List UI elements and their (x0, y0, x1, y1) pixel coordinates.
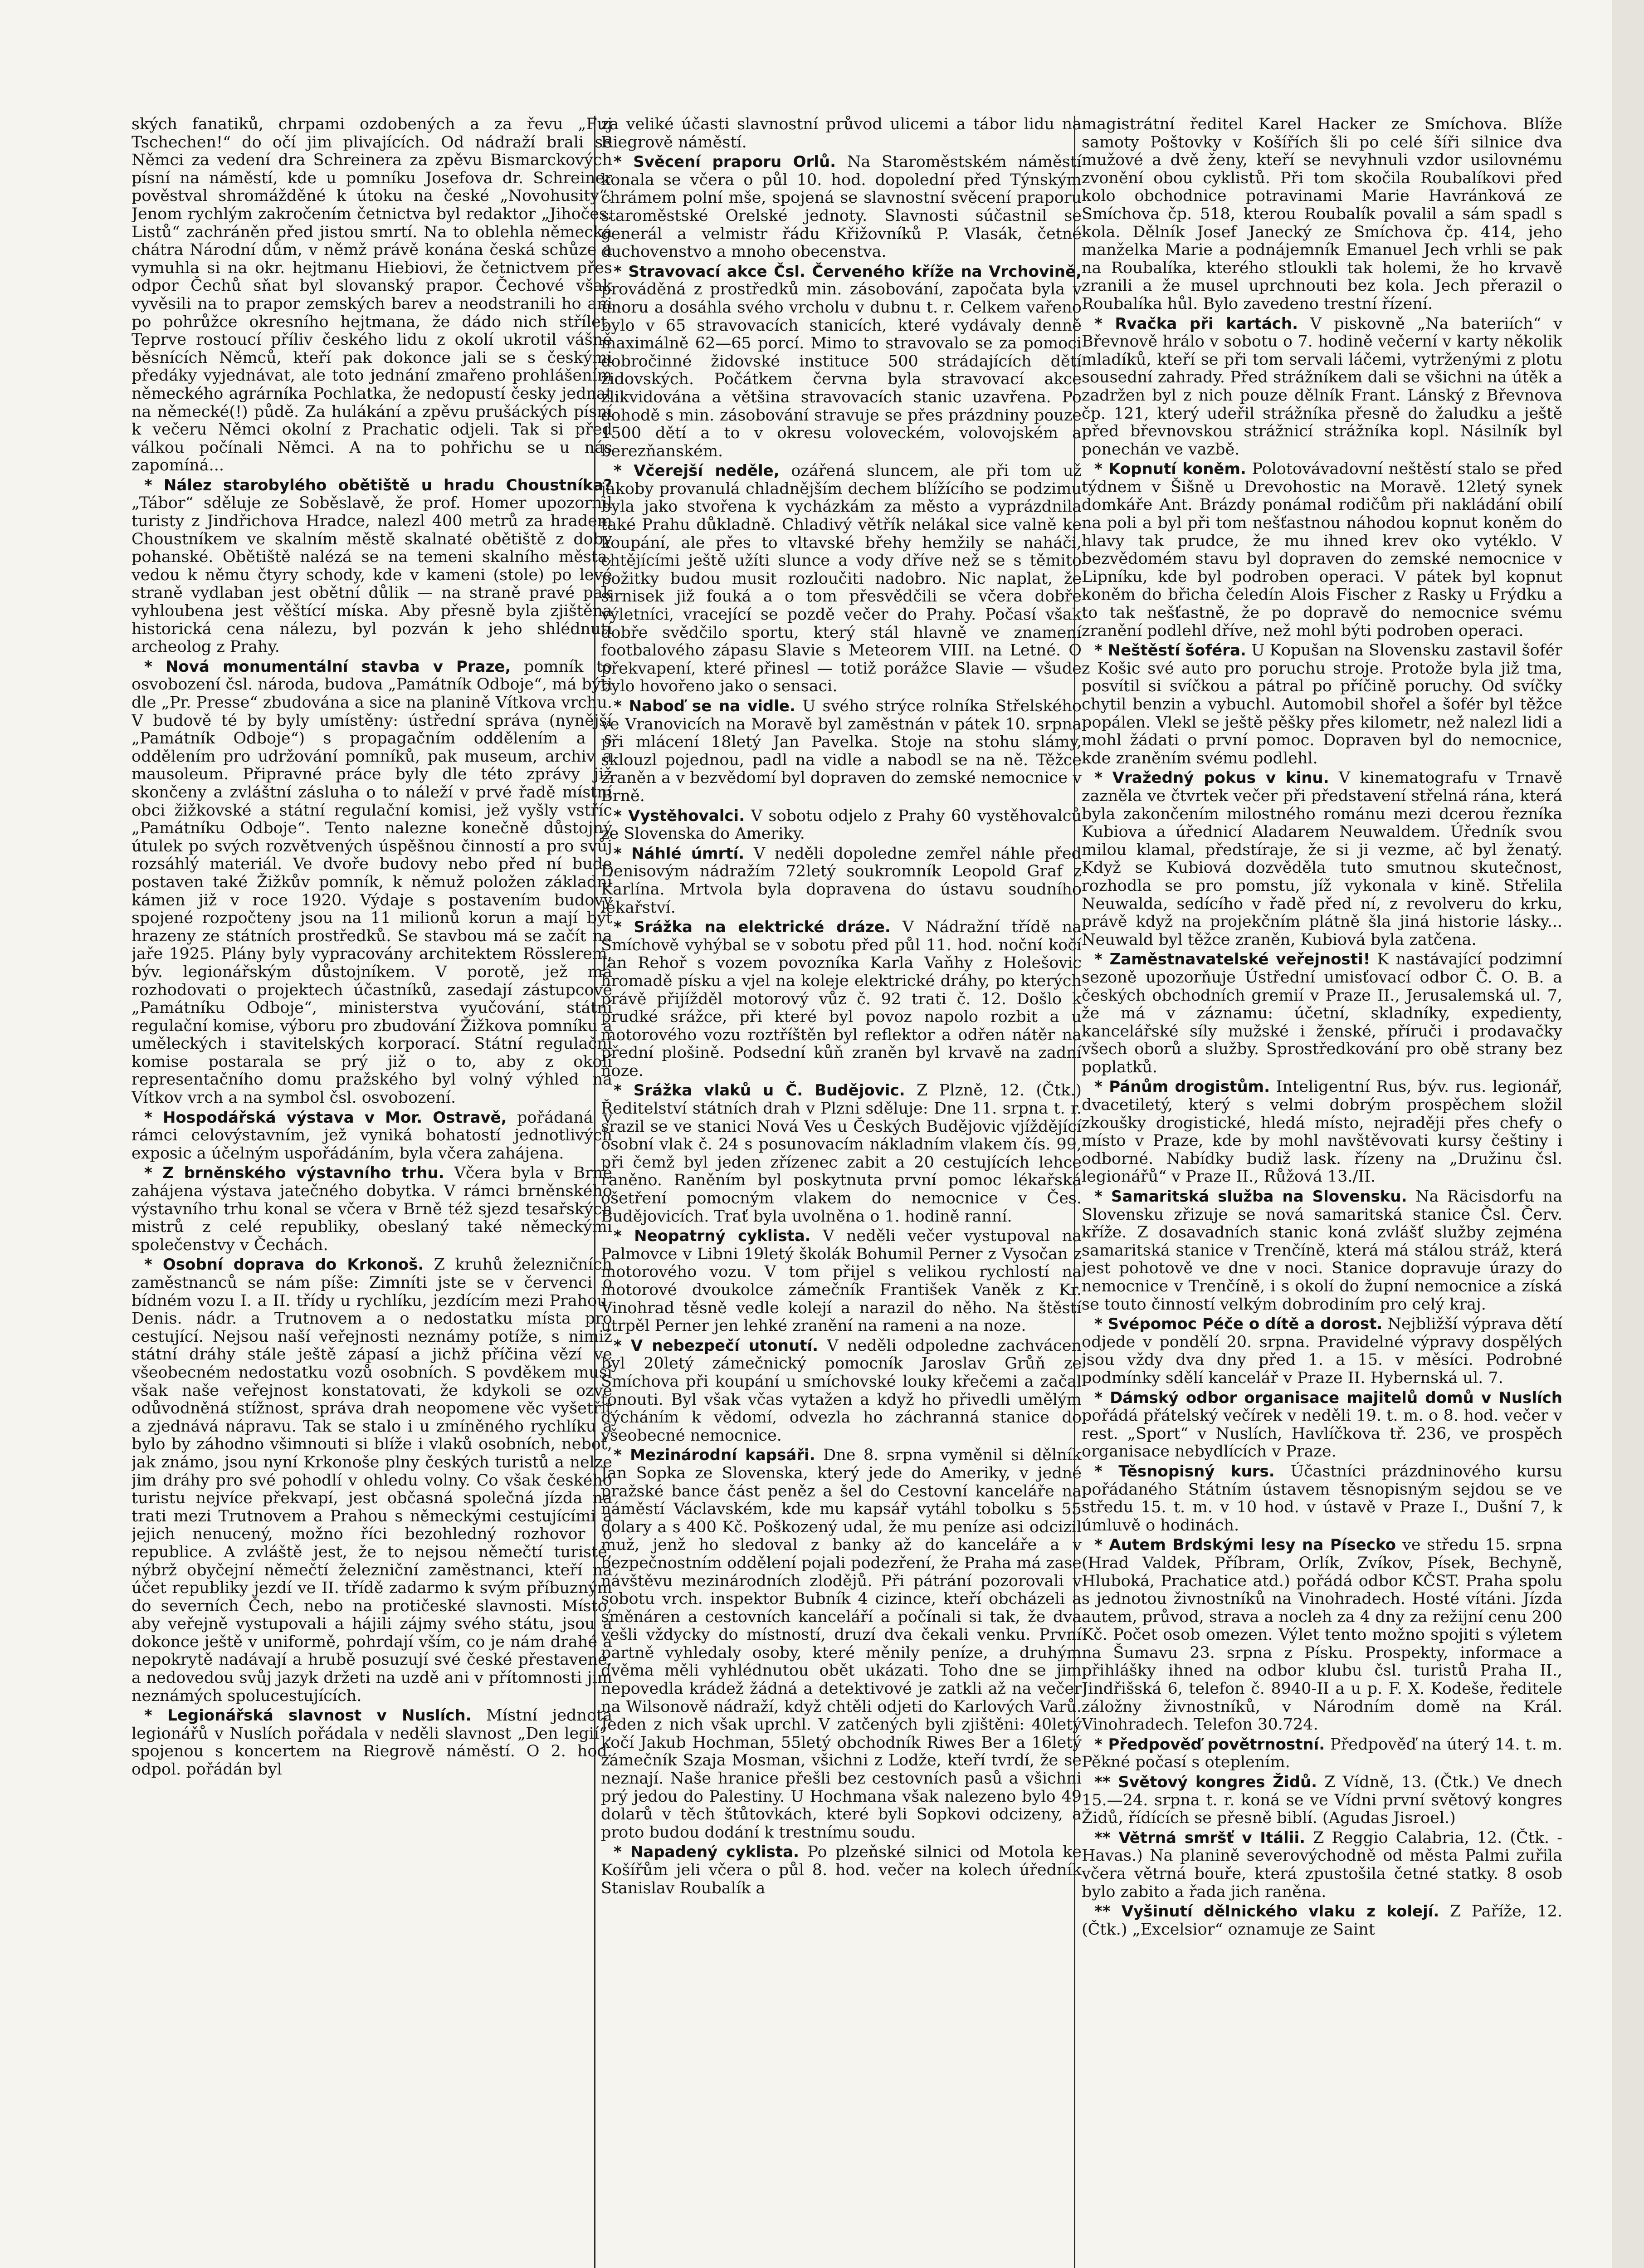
article-headline: * Včerejší neděle, (614, 462, 780, 480)
article (1082, 315, 1562, 459)
article-headline: * Svěcení praporu Orlů. (614, 153, 836, 171)
article-headline: * Samaritská služba na Slovensku. (1094, 1188, 1407, 1206)
article (1082, 1736, 1562, 1772)
article (601, 698, 1082, 806)
article (1082, 1536, 1562, 1734)
article-body: V kinematografu v Trnavě zazněla ve čtvrtek večer při představení střelná rána, která byla zakončením milostného románu mezi dcerou řezníka Kubiova a úřednicí Aladarem Neuwaldem. Úředník svou milou klamal, předstíraje, že si ji vezme, ač byl ženatý. Když se Kubiová dozvěděla tuto smutnou skutečnost, rozhodla se pro pomstu, jíž vykonala v kině. Střelila Neuwalda, sedícího v řadě před ní, z revolveru do krku, právě když na projekčním plátně šla jiná historie lásky... Neuwald byl těžce zraněn, Kubiová byla zatčena. (1082, 769, 1562, 949)
article-body: Z kruhů železničních zaměstnanců se nám píše: Zimníti jste se v červenci o bídném vozu I. a II. třídy u rychlíku, jezdícím mezi Prahou, Denis. nádr. a Trutnovem a o nedostatku místa pro cestující. Nejsou naší veřejnosti neznámy potíže, s nimiž státní dráhy stále ještě zápasí a jichž příčina vězí ve všeobecném nedostatku vozů osobních. S povděkem musí však naše veřejnost konstatovati, že kdykoli se ozve odůvodněná stížnost, správa drah neopomene věc vyšetřit a zjednává nápravu. Tak se stalo i u zmíněného rychlíku a bylo by záhodno všimnouti si blíže i vlaků osobních, neboť, jak známo, jsou nyní Krkonoše plny českých turistů a nelze jim dráhy pro své pohodlí v ohledu volny. Co však českého turistu nejvíce překvapí, jest občasná společná jízda na trati mezi Trutnovem a Prahou s německými cestujícími a jejich nenucený, možno říci bezohledný rozhovor o republice. A zvláště jest, že to nejsou němečtí turisté, nýbrž obyčejní němečtí železniční zaměstnanci, kteří na účet republiky jezdí ve II. třídě zadarmo k svým příbuzným do severních Čech, nebo na protičeské slavnosti. Místo, aby veřejně vystupovali a hájili zájmy svého státu, jsou a dokonce ještě v uniformě, pohrdají vším, co je nám drahé a nepokrytě nadávají a hrubě posuzují své české přestavené, a nedovedou svůj jazyk držeti na uzdě ani v přítomnosti jim neznámých spolucestujících. (132, 1256, 612, 1705)
article-headline: * Svépomoc Péče o dítě a dorost. (1094, 1315, 1382, 1333)
article-body: V sobotu odjelo z Prahy 60 vystěhovalců ze Slovenska do Ameriky. (601, 807, 1082, 843)
article-body: V Nádražní třídě na Smíchově vyhýbal se v sobotu před půl 11. hod. noční kočí Jan Rehoř s vozem povozníka Karla Vaňhy z Holešovic hromadě písku a vjel na koleje elektrické dráhy, po kterých právě přijížděl motorový vůz č. 92 trati č. 12. Došlo k prudké srážce, při které byl povoz napolo rozbit a u motorového vozu roztříštěn byl reflektor a odřen nátěr na přední plošině. Podsední kůň zraněn byl krvavě na zadní noze. (601, 918, 1082, 1080)
article-body: Polotovávadovní neštěstí stalo se před týdnem v Šišně u Drevohostic na Moravě. 12letý synek domkáře Ant. Brázdy ponámal rodičům při nakládání obilí na poli a byl při tom nešťastnou náhodou kopnut koněm do hlavy tak prudce, že mu ihned krev oko vytéklo. V bezvědomém stavu byl dopraven do zemské nemocnice v Lipníku, kde byl podroben operaci. V pátek byl kopnut koněm do břicha čeledín Alois Fischer z Rasky u Frýdku a to tak nešťastně, že po dopravě do nemocnice svému zranění podlehl dříve, než mohl býti podroben operaci. (1082, 460, 1562, 640)
article-headline: * Srážka na elektrické dráze. (614, 918, 891, 936)
article-headline: * Vražedný pokus v kinu. (1094, 769, 1329, 787)
article-headline: * Naboď se na vidle. (614, 697, 795, 715)
article (1082, 1315, 1562, 1387)
article (601, 153, 1082, 261)
article (1082, 116, 1562, 313)
article (132, 1707, 612, 1779)
article-body: Na Räcisdorfu na Slovensku zřizuje se nová samaritská stanice Čsl. Červ. kříže. Z dosavadních stanic koná zvlášť služby zejména samaritská stanice v Trenčíně, která má stálou stráž, která jest pohotově ve dne v noci. Stanice dopravuje úrazy do nemocnice v Trenčíně, i s okolí do župní nemocnice a získá se touto činností velkým dobrodiním pro celý kraj. (1082, 1188, 1562, 1314)
article-body: ských fanatiků, chrpami ozdobených a za řevu „Fuj Tschechen!“ do očí jim plivajících. Od nádraží brali se Němci za vedení dra Schreinera za zpěvu Bismarckových písní na náměstí, kde u pomníku Josefova dr. Schreiner pověstval shromážděné k útoku na české „Novohusity“. Jenom rychlým zakročením četnictva byl redaktor „Jihočes. Listů“ zachráněn před jistou smrtí. Na to oblehla německá chátra Národní dům, v němž právě konána česká schůze a vymuhla si na okr. hejtmanu Hiebiovi, že četnictvem přes odpor Čechů sňat byl slovanský prapor. Čechové však vyvěsili na to prapor zemských barev a neodstranili ho ani po pohrůžce okresního hejtmana, že dádo nich střílet. Teprve rostoucí příliv českého lidu z okolí ukrotil vášně běsnících Němců, kteří pak dokonce jali se s českými předáky vyjednávat, ale toto jednání zmařeno prohlášením německého agrárníka Pochlatka, že nedopustí česky jednat na německé(!) půdě. Za hulákání a zpěvu prušáckých písní k večeru Němci okolní z Prachatic odjeli. Tak si před válkou počínali Němci. A na to pohřichu se u nás zapomíná... (132, 116, 612, 475)
article (601, 1227, 1082, 1335)
article-headline: ** Vyšinutí dělnického vlaku z kolejí. (1094, 1902, 1439, 1921)
article (1082, 1829, 1562, 1901)
article-body: Po plzeňské silnici od Motola ke Košířům jeli včera o půl 8. hod. večer na kolech úředník Stanislav Roubalík a (601, 1843, 1082, 1897)
article-body: Na Staroměstském náměstí konala se včera o půl 10. hod. dopolední před Týnským chrámem polní mše, spojená se slavnostní svěcení praporu staroměstské Orelské jednoty. Slavnosti súčastnil se generál a velmistr řádu Křižovníků P. Vlasák, četné duchovenstvo a mnoho obecenstva. (601, 153, 1082, 261)
article (1082, 769, 1562, 949)
article-body: ozářená sluncem, ale při tom už jakoby provanulá chladnějším dechem blížícího se podzimu byla jako stvořena k vycházkám za město a vyprázdnila také Prahu důkladně. Chladivý větřík nelákal sice valně ke koupání, ale přes to vltavské břehy hemžily se naháči, chtějícími ještě užíti slunce a vody dříve než se s těmito požitky budou musit rozloučiti nadobro. Nic naplat, že sirnisek již fouká a o tom přesvědčili se včera dobře výletníci, vracející se pozdě večer do Prahy. Počasí však dobře svědčilo sportu, který stál hlavně ve znamení footbalového zápasu Slavie s Meteorem VIII. na Letné. O překvapení, které přinesl — totiž porážce Slavie — všude bylo hovořeno jako o sensaci. (601, 462, 1082, 696)
article-headline: * V nebezpečí utonutí. (614, 1337, 818, 1355)
article (132, 658, 612, 1107)
article-body: „Tábor“ sděluje ze Soběslavě, že prof. Homer upozornil turisty z Jindřichova Hradce, nalezl 400 metrů za hradem Choustníkem ve skalním městě skalnaté obětiště z doby pohanské. Obětiště nalézá se na temeni skalního města, vedou k němu čtyry schody, kde v kameni (stole) po levé straně vydlaban jest obětní důlik — na straně pravé pak vyhloubena jest věštící míska. Aby přesně byla zjištěna historická cena nálezu, byl pozván k jeho shlédnutí archeolog z Prahy. (132, 494, 612, 656)
article-headline: ** Světový kongres Židů. (1094, 1773, 1317, 1791)
article (1082, 1774, 1562, 1828)
article-headline: * Pánům drogistům. (1094, 1078, 1270, 1096)
article-body: Z Plzně, 12. (Čtk.) Ředitelství státních drah v Plzni sděluje: Dne 11. srpna t. r. srazil se ve stanici Nová Ves u Českých Budějovic vjíždějící osobní vlak č. 24 s posunovacím nákladním vlakem čís. 99, při čemž byl jeden zřízenec zabit a 20 cestujících lehce raněno. Raněním byl poskytnuta první pomoc lékařská ošetření pomocným vlakem do nemocnice v Čes. Budějovicích. Trať byla uvolněna o 1. hodině ranní. (601, 1081, 1082, 1226)
article-headline: * Náhlé úmrtí. (614, 845, 744, 863)
article-body: Inteligentní Rus, býv. rus. legionář, dvacetiletý, který s velmi dobrým prospěchem složil zkoušky drogistické, hledá místo, nejraději přes chefy o místo v Praze, kde by mohl navštěvovati kursy češtiny i odborné. Nabídky budiž lask. řízeny na „Družinu čsl. legionářů“ v Praze II., Růžová 13./II. (1082, 1078, 1562, 1186)
page-edge (1612, 0, 1644, 2268)
article-body: pořádá přátelský večírek v neděli 19. t. m. o 8. hod. večer v rest. „Sport“ v Nuslích, Havlíčkova tř. 236, ve prospěch organisace nebydlících v Praze. (1082, 1407, 1562, 1461)
article (1082, 1078, 1562, 1186)
article (132, 1164, 612, 1254)
article-body: Předpověď na úterý 14. t. m. Pěkné počasí s oteplením. (1082, 1735, 1562, 1772)
article-headline: * Těsnopisný kurs. (1094, 1462, 1275, 1481)
article-body: Místní jednota legionářů v Nuslích pořádala v neděli slavnost „Den legií“, spojenou s koncertem na Riegrově náměstí. O 2. hod. odpol. pořádán byl (132, 1706, 612, 1779)
article-body: Z Vídně, 13. (Čtk.) Ve dnech 15.—24. srpna t. r. koná se ve Vídni první světový kongres Židů, řídících se přesně biblí. (Agudas Jisroel.) (1082, 1773, 1562, 1828)
article-body: Včera byla v Brně zahájena výstava jatečného dobytka. V rámci brněnského výstavního trhu konal se včera v Brně též sjezd tesařských mistrů z celé republiky, obeslaný také německými společenstvy v Čechách. (132, 1164, 612, 1254)
article (601, 116, 1082, 152)
column-2 (601, 116, 1082, 2268)
column-3 (1082, 116, 1562, 2268)
article (601, 1447, 1082, 1842)
article-headline: * Neštěstí šoféra. (1094, 641, 1246, 660)
article-body: za veliké účasti slavnostní průvod ulicemi a tábor lidu na Riegrově náměstí. (601, 116, 1082, 152)
article-body: Nejbližší výprava dětí odjede v pondělí 20. srpna. Pravidelné výpravy dospělých jsou vždy dva dny před 1. a 15. v měsíci. Podrobné podmínky sdělí kancelář v Praze II. Hybernská ul. 7. (1082, 1315, 1562, 1387)
article-headline: * Kopnutí koněm. (1094, 460, 1246, 478)
article-body: V piskovně „Na bateriích“ v Břevnově hrálo v sobotu o 7. hodině večerní v karty několik mladíků, kteří se při tom servali láčemi, vytrženými z plotu sousední zahrady. Před strážníkem dali se všichni na útěk a zadržen byl z nich pouze dělník Frant. Lánský z Břevnova čp. 121, který udeřil strážníka přesně do žaludku a ještě před břevnovskou strážnicí strážníka kopl. Násilník byl ponechán ve vazbě. (1082, 314, 1562, 459)
article (1082, 1903, 1562, 1939)
article-headline: * Neopatrný cyklista. (614, 1227, 811, 1245)
article-headline: * Mezinárodní kapsáři. (614, 1446, 815, 1464)
article-headline: * Napadený cyklista. (614, 1843, 799, 1861)
article-headline: * Rvačka při kartách. (1094, 315, 1298, 333)
article (601, 845, 1082, 917)
article (601, 1337, 1082, 1445)
article-headline: * Stravovací akce Čsl. Červeného kříže na Vrchovině, (614, 263, 1082, 281)
article-headline: * Hospodářská výstava v Mor. Ostravě, (144, 1109, 507, 1127)
article-body: ve středu 15. srpna (Hrad Valdek, Příbram, Orlík, Zvíkov, Písek, Bechyně, Hluboká, Prachatice atd.) pořádá odbor KČST. Praha spolu s jednotou živnostníků na Vinohradech. Hosté vítáni. Jízda autem, průvod, strava a nocleh za 4 dny za režijní cenu 200 Kč. Počet osob omezen. Výlet tento možno spojiti s výletem na Šumavu 23. srpna z Písku. Prospekty, informace a přihlášky ihned na odbor klubu čsl. turistů Praha II., Jindřišská 6, telefon č. 8940-II a u p. F. X. Kodeše, ředitele záložny živnostníků, v Národním domě na Král. Vinohradech. Telefon 30.724. (1082, 1536, 1562, 1734)
article-headline: * Srážka vlaků u Č. Budějovic. (614, 1081, 905, 1100)
article-headline: * Nová monumentální stavba v Praze, (144, 658, 511, 676)
article-body: prováděná z prostředků min. zásobování, započata byla v únoru a dosáhla svého vrcholu v dubnu t. r. Celkem vařeno bylo v 65 stravovacích stanicích, které vydávaly denně maximálně 62—65 porcí. Mimo to stravovalo se za pomoci dobročinné židovské instituce 500 strádajících dětí židovských. Počátkem června byla stravovací akce zlikvidována a většina stravovacích stanic uzavřena. Po dohodě s min. zásobování stravuje se přes prázdniny pouze 1500 dětí a to v okresu voloveckém, volovojském a berezňanském. (601, 280, 1082, 460)
article-headline: * Vystěhovalci. (614, 807, 745, 825)
article (601, 919, 1082, 1080)
article-headline: * Legionářská slavnost v Nuslích. (144, 1706, 471, 1725)
article-body: V neděli dopoledne zemřel náhle před Denisovým nádražím 72letý soukromník Leopold Graf z Karlína. Mrtvola byla dopravena do ústavu soudního lékařství. (601, 844, 1082, 917)
article-headline: * Autem Brdskými lesy na Písecko (1094, 1536, 1396, 1554)
article-headline: * Nález starobylého obětiště u hradu Choustníka? (144, 476, 612, 494)
article-body: Z Reggio Calabria, 12. (Čtk. - Havas.) Na planině severovýchodně od města Palmi zuřila včera větrná bouře, která zpustošila četné statky. 8 osob bylo zabito a řada jich raněna. (1082, 1828, 1562, 1901)
article-body: K nastávající podzimní sezoně upozorňuje Ústřední umisťovací odbor Č. O. B. a českých obchodních gremií v Praze II., Jerusalemská ul. 7, že má v záznamu: účetní, skladníky, expedienty, kancelářské síly mužské i ženské, příruči i prodavačky všech oborů a služby. Sprostředkování pro obě strany bez poplatků. (1082, 950, 1562, 1076)
article-body: pořádaná v rámci celovýstavním, jež vyniká bohatostí jednotlivých exposic a účelným uspořádáním, byla včera zahájena. (132, 1108, 612, 1163)
article-body: Dne 8. srpna vyměnil si dělník Jan Sopka ze Slovenska, který jede do Ameriky, v jedné pražské bance část peněz a šel do Cestovní kanceláře na náměstí Václavském, kde mu kapsář vytáhl tobolku s 55 dolary a s 400 Kč. Poškozený udal, že mu peníze asi odcizil muž, jenž ho sledoval z banky až do kanceláře a v bezpečnostním oddělení pojali podezření, že Praha má zase návštěvu mezinárodních zlodějů. Při pátrání pozorovali v sobotu vrch. inspektor Bubník 4 cizince, kteří obcházeli a směnáren a cestovních kanceláří a počínali si tak, že dva vešli vždycky do místností, druzí dva čekali venku. První partně vyhledaly osoby, které měnily peníze, a druhým dvěma měli vyhlédnutou obět ukázati. Toho dne se jim nepovedla krádež žádná a detektivové je zatkli až na večer na Wilsonově nádraží, když chtěli odjeti do Karlových Varů. Jeden z nich však uprchl. V zatčených byli zjištěni: 40letý kočí Jakub Hochman, 55letý obchodník Riwes Ber a 16letý zámečník Szaja Mosman, všichni z Lodže, kteří tvrdí, že se neznají. Naše hranice přešli bez cestovních pasů a všichni prý jedou do Palestiny. U Hochmana však nalezeno bylo 49 dolarů v těch štůtovkách, které byli Sopkovi odcizeny, a proto budou dodání k trestnímu soudu. (601, 1446, 1082, 1842)
article-body: Účastníci prázdninového kursu pořádaného Státním ústavem těsnopisným sejdou se ve středu 15. t. m. v 10 hod. v ústavě v Praze I., Dušní 7, k úmluvě o hodinách. (1082, 1462, 1562, 1535)
article-headline: * Z brněnského výstavního trhu. (144, 1164, 444, 1182)
article (601, 263, 1082, 461)
article-body: Z Paříže, 12. (Čtk.) „Excelsior“ oznamuje ze Saint (1082, 1902, 1562, 1939)
article-body: U Kopušan na Slovensku zastavil šofér z Košic své auto pro poruchu stroje. Protože byla již tma, posvítil si svíčkou a pátral po příčině poruchy. Od svíčky chytil benzin a vybuchl. Automobil shořel a šofér byl těžce popálen. Vlekl se ještě pěšky přes kilometr, než nalezl lidi a mohl žádati o první pomoc. Dopraven byl do nemocnice, kde zraněním svému podlehl. (1082, 641, 1562, 767)
article-body: V neděli večer vystupoval na Palmovce v Libni 19letý školák Bohumil Perner z Vysočan z motorového vozu. V tom přijel s velikou rychlostí na motorové dvoukolce zámečník František Vaněk z Kr. Vinohrad těsně vedle kolejí a narazil do něho. Na štěstí utrpěl Perner jen lehké zranění na rameni a na noze. (601, 1227, 1082, 1335)
article-body: V neděli odpoledne zachvácen byl 20letý zámečnický pomocník Jaroslav Grůň ze Smíchova při koupání u smíchovské louky křečemi a začal tonouti. Byl však včas vytažen a když ho přivedli umělým dýcháním k vědomí, odvezla ho záchranná stanice do všeobecné nemocnice. (601, 1336, 1082, 1445)
article (1082, 951, 1562, 1076)
article-body: U svého strýce rolníka Střelského ve Vranovicích na Moravě byl zaměstnán v pátek 10. srpna při mlácení 18letý Jan Pavelka. Stoje na stohu slámy, sklouzl pojednou, padl na vidle a nabodl se na ně. Těžce zraněn a v bezvědomí byl dopraven do zemské nemocnice v Brně. (601, 697, 1082, 805)
article (132, 1109, 612, 1163)
article (601, 1843, 1082, 1897)
article (132, 1256, 612, 1705)
article-headline: * Dámský odbor organisace majitelů domů v Nuslích (1094, 1389, 1562, 1407)
article-body: magistrátní ředitel Karel Hacker ze Smíchova. Blíže samoty Poštovky v Košířích šli po celé šíři silnice dva mužové a dvě ženy, kteří se nevyhnuli vzdor usilovnému zvonění obou cyklistů. Při tom skočila Roubalíkovi před kolo obchodnice potravinami Marie Havránková ze Smíchova čp. 518, kterou Roubalík povalil a sám spadl s kola. Dělník Josef Janecký ze Smíchova čp. 414, jeho manželka Marie a podnájemník Emanuel Jech vrhli se pak na Roubalíka, kterého stloukli tak holemi, že ho krvavě zranili a že musel uprchnouti bez kola. Jech přerazil o Roubalíka hůl. Bylo zavedeno trestní řízení. (1082, 116, 1562, 313)
article (1082, 642, 1562, 767)
article-headline: * Zaměstnavatelské veřejnosti! (1094, 950, 1370, 968)
article (601, 462, 1082, 696)
article (1082, 1389, 1562, 1461)
article-headline: ** Větrná smršť v Itálii. (1094, 1829, 1305, 1847)
article (132, 116, 612, 475)
column-1 (132, 116, 612, 2268)
article (1082, 460, 1562, 640)
article-headline: * Předpověď povětrnostní. (1094, 1735, 1325, 1754)
article-headline: * Osobní doprava do Krkonoš. (144, 1256, 424, 1274)
article (1082, 1463, 1562, 1535)
article (132, 477, 612, 656)
article (601, 1082, 1082, 1226)
article (601, 807, 1082, 843)
article-body: pomník to osvobození čsl. národa, budova „Památník Odboje“, má býti dle „Pr. Presse“ zbudována a sice na planině Vítkova vrchu. V budově té by byly umístěny: ústřední správa (nynější „Památník Odboje“) s propagačním oddělením a s oddělením pro udržování pomníků, pak museum, archiv a mausoleum. Připravné práce byly dle této zprávy již skončeny a zvláštní zásluha o to náleží v prvé řadě místní obci žižkovské a státní regulační komisi, jež vyšly vstříc „Památníku Odboje“. Tento nalezne konečně důstojný útulek po svých rozvětvených úspěšnou činností a pro svůj rozsáhlý materiál. Ve dvoře budovy nebo před ní bude postaven také Žižkův pomník, k němuž položen základní kámen již v roce 1920. Výdaje s postavením budovy spojené rozpočteny jsou na 11 milionů korun a mají být hrazeny ze státních prostředků. Se stavbou má se začít na jaře 1925. Plány byly vypracovány architektem Rösslerem, býv. legionářským důstojníkem. V porotě, jež má rozhodovati o projektech účastníků, zasedají zástupcové „Památníku Odboje“, ministerstva vyučování, státní regulační komise, výboru pro zbudování Žižkova pomníku a uměleckých i stavitelských korporací. Státní regulační komise postarala se prý již o to, aby z okolí representačního domu pražského byl volný výhled na Vítkov vrch a na symbol čsl. osvobození. (132, 657, 612, 1107)
article (1082, 1188, 1562, 1314)
